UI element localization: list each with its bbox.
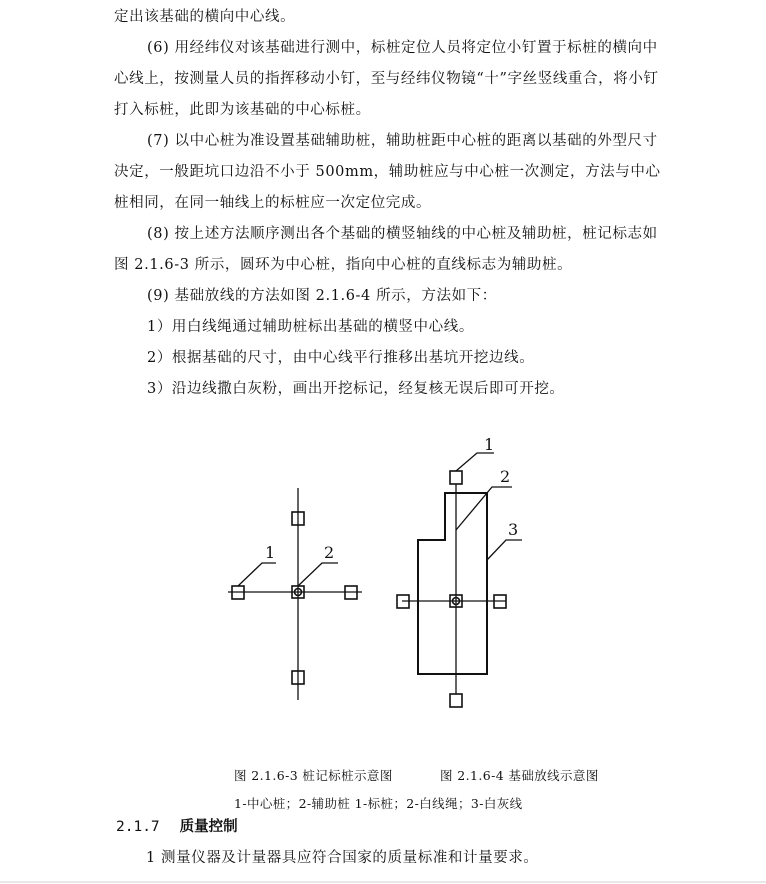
label-3-right: 3 bbox=[508, 520, 519, 539]
label-2-right: 2 bbox=[500, 467, 511, 486]
paragraph-step-6: (6) 用经纬仪对该基础进行测中，标桩定位人员将定位小钉置于标桩的横向中心线上，按测量人员的指挥移动小钉，至与经纬仪物镜“十”字丝竖线重合，将小钉打入标桩，此即为该基础的中心标桩。 bbox=[114, 40, 659, 118]
figure-legend: 1-中心桩；2-辅助桩 1-标桩；2-白线绳；3-白灰线 bbox=[234, 796, 523, 811]
caption-figure-2-1-6-3: 图 2.1.6-3 桩记标桩示意图 bbox=[234, 768, 393, 783]
label-1-left: 1 bbox=[265, 543, 276, 562]
figure-foundation-layout bbox=[397, 453, 522, 707]
stake-bottom bbox=[450, 694, 462, 707]
lime-line-outline bbox=[418, 493, 487, 674]
figure-stake-marking bbox=[228, 488, 362, 700]
substep-2: 2）根据基础的尺寸，由中心线平行推移出基坑开挖边线。 bbox=[147, 350, 535, 366]
paragraph-step-7: (7) 以中心桩为准设置基础辅助桩，辅助桩距中心桩的距离以基础的外型尺寸决定，一般距坑口边沿不小于 500mm，辅助桩应与中心桩一次测定，方法与中心桩相同，在同一轴线上的标桩应一次定位完成。 bbox=[114, 133, 661, 211]
label-2-left: 2 bbox=[324, 543, 335, 562]
leader-line-3-right bbox=[487, 540, 522, 560]
leader-line-2 bbox=[298, 563, 338, 586]
leader-line-1 bbox=[238, 563, 276, 586]
label-1-right: 1 bbox=[484, 435, 495, 454]
leader-line-1-right bbox=[456, 453, 494, 471]
page-bottom-divider bbox=[0, 881, 766, 883]
section-heading bbox=[116, 815, 238, 836]
substep-3: 3）沿边线撒白灰粉，画出开挖标记，经复核无误后即可开挖。 bbox=[147, 381, 565, 397]
paragraph-step-9: (9) 基础放线的方法如图 2.1.6-4 所示，方法如下： bbox=[147, 288, 497, 304]
section-title: 质量控制 bbox=[179, 819, 238, 835]
stake-top bbox=[450, 471, 462, 484]
paragraph-step-8: (8) 按上述方法顺序测出各个基础的横竖轴线的中心桩及辅助桩，桩记标志如图 2.1.6-3 所示，圆环为中心桩，指向中心桩的直线标志为辅助桩。 bbox=[114, 226, 658, 273]
substep-1: 1）用白线绳通过辅助桩标出基础的横竖中心线。 bbox=[147, 319, 474, 335]
caption-figure-2-1-6-4: 图 2.1.6-4 基础放线示意图 bbox=[440, 768, 599, 783]
quality-item-1: 1 测量仪器及计量器具应符合国家的质量标准和计量要求。 bbox=[146, 850, 539, 866]
paragraph-continued: 定出该基础的横向中心线。 bbox=[114, 9, 296, 25]
section-number: 2.1.7 bbox=[116, 819, 160, 835]
